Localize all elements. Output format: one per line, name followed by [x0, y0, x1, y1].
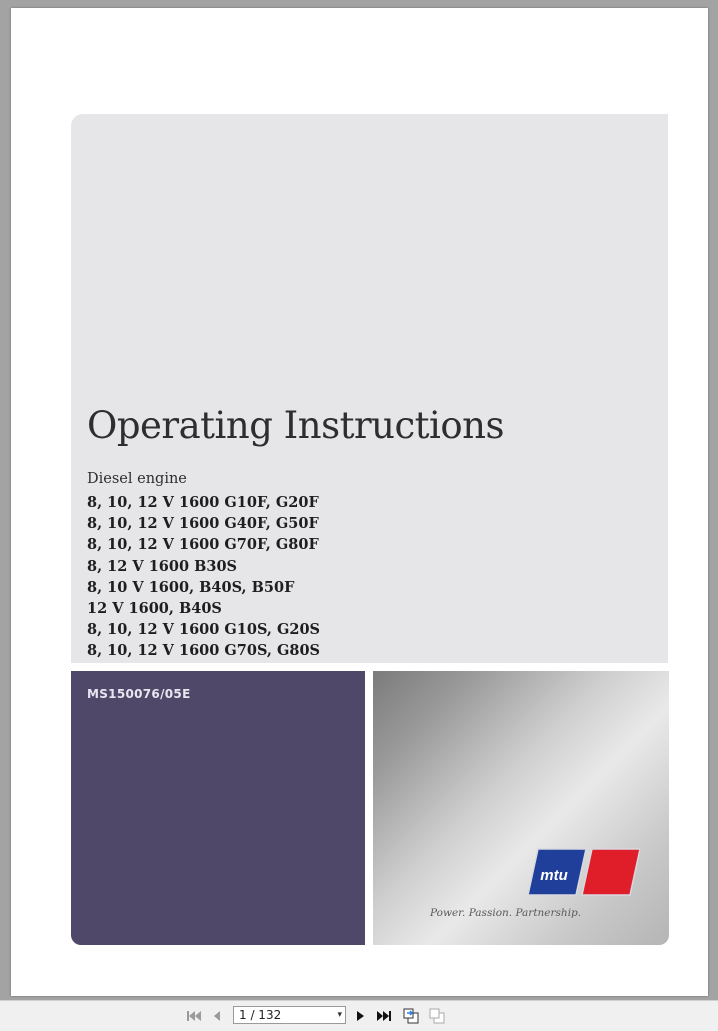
engine-model-item: 8, 10, 12 V 1600 G10S, G20S [87, 621, 321, 639]
brand-panel [373, 671, 669, 945]
brand-tagline: Power. Passion. Partnership. [430, 907, 582, 919]
engine-model-item: 8, 12 V 1600 B30S [87, 557, 238, 575]
navigation-toolbar [0, 1000, 718, 1031]
engine-model-item: 8, 10, 12 V 1600 G10F, G20F [87, 494, 319, 511]
document-number-panel [71, 671, 365, 945]
next-page-icon[interactable] [351, 1008, 369, 1024]
cover-title-panel [71, 114, 668, 663]
document-page [11, 8, 708, 996]
last-page-icon[interactable] [375, 1008, 393, 1024]
document-number: MS150076/05E [87, 687, 191, 701]
engine-model-item: 8, 10, 12 V 1600 G70S, G80S [87, 642, 321, 660]
engine-model-list [87, 492, 320, 662]
next-view-icon[interactable] [428, 1008, 446, 1024]
document-subtitle: Diesel engine [87, 471, 187, 487]
engine-model-item: 8, 10 V 1600, B40S, B50F [87, 578, 295, 596]
document-title: Operating Instructions [87, 404, 504, 447]
first-page-icon[interactable] [185, 1008, 203, 1024]
engine-model-item: 8, 10, 12 V 1600 G40F, G50F [87, 515, 319, 533]
engine-model-item: 8, 10, 12 V 1600 G70F, G80F [87, 536, 319, 554]
chevron-down-icon[interactable]: ▾ [337, 1010, 342, 1020]
engine-model-item: 12 V 1600, B40S [87, 600, 222, 618]
previous-page-icon[interactable] [208, 1008, 226, 1024]
page-number-input[interactable] [233, 1006, 346, 1024]
previous-view-icon[interactable] [402, 1008, 420, 1024]
mtu-logo [528, 847, 640, 897]
svg-text:mtu: mtu [540, 867, 568, 884]
page-indicator: 1 / 132 [239, 1008, 282, 1022]
